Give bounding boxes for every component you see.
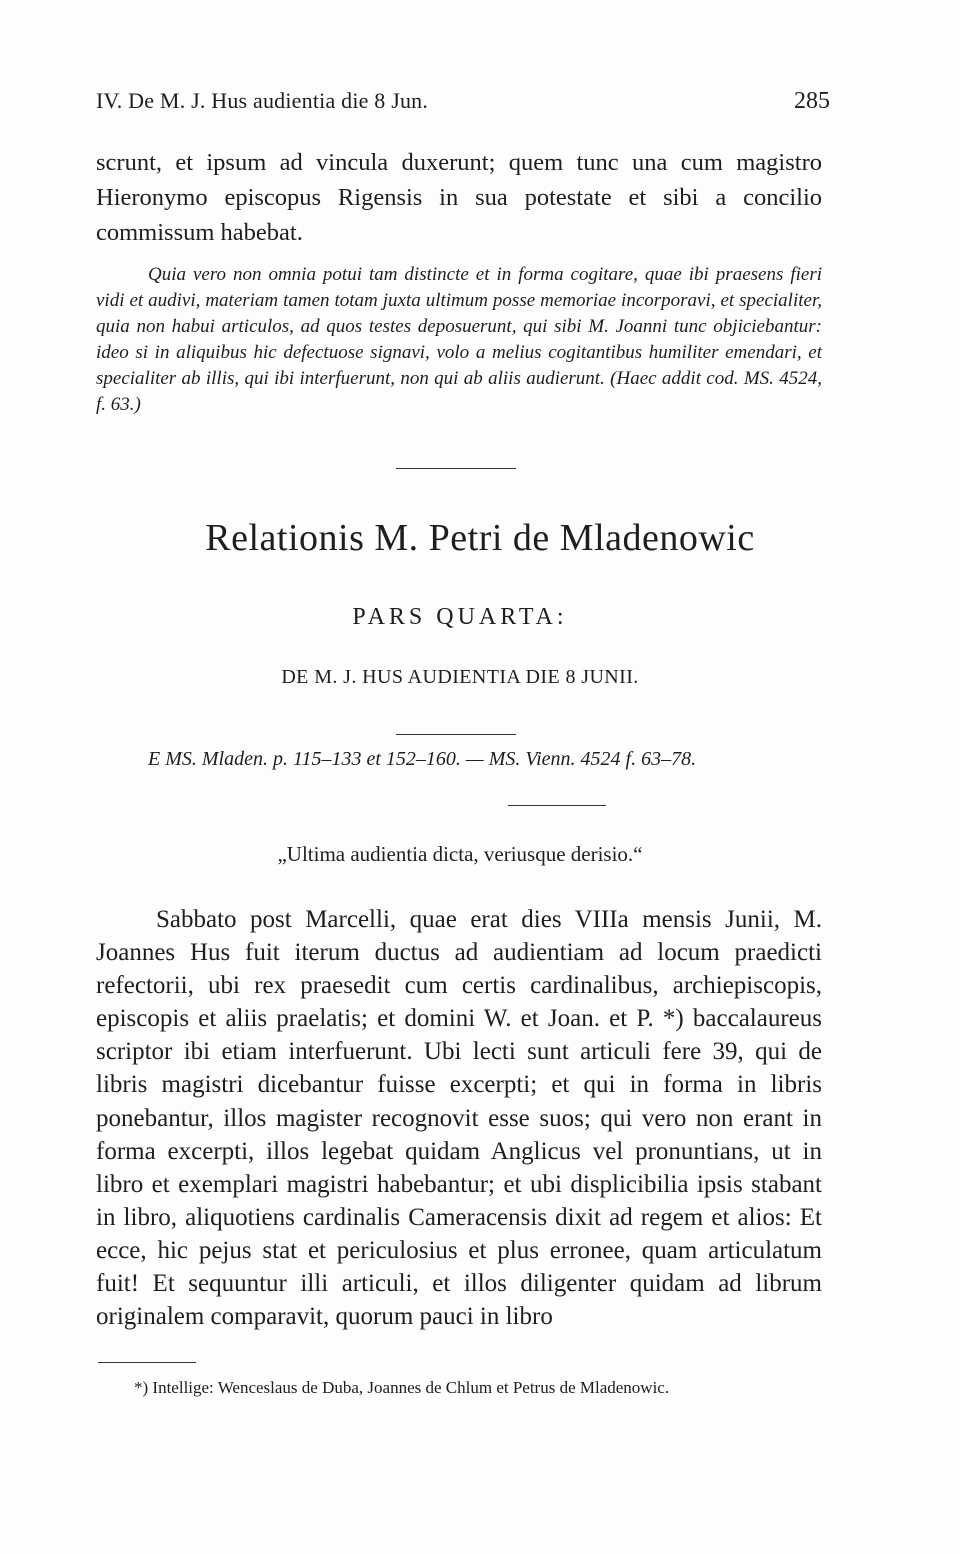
running-title: IV. De M. J. Hus audientia die 8 Jun. <box>96 88 429 113</box>
source-reference: E MS. Mladen. p. 115–133 et 152–160. — MS. Vienn. 4524 f. 63–78. <box>148 748 697 770</box>
page-number: 285 <box>794 88 830 114</box>
main-paragraph: Sabbato post Marcelli, quae erat dies VIIIa mensis Junii, M. Joannes Hus fuit iterum ductus ad audientiam ad locum praedicti refectorii, ubi rex praesedit cum certis cardinalibus, archiepiscopis, episcopis et aliis praelatis; et domini W. et Joan. et P. *) baccalaureus scriptor ibi etiam interfuerunt. Ubi lecti sunt articuli fere 39, qui de libris magistri dicebantur fuisse excerpti; et qui in forma in libris ponebantur, illos magister recognovit esse suos; qui vero non erant in forma excerpti, illos legebat quidam Anglicus vel pronuntians, ut in libro et exemplari magistri habebantur; et ubi displicibilia ipsis stabant in libro, aliquotiens cardinalis Cameracensis dixit ad regem et alios: Et ecce, hic pejus stat et periculosius et plus erronee, quam articulatum fuit! Et sequuntur illi articuli, et illos diligenter quidam ad librum originalem comparavit, quorum pauci in libro <box>96 906 822 1331</box>
part-heading: PARS QUARTA: <box>352 604 568 630</box>
part-subtitle: DE M. J. HUS AUDIENTIA DIE 8 JUNII. <box>281 666 639 688</box>
page-header <box>96 88 830 124</box>
motto-quote: „Ultima audientia dicta, veriusque derisio.“ <box>277 842 643 866</box>
separator-rule <box>508 805 606 806</box>
intro-paragraph: scrunt, et ipsum ad vincula duxerunt; quem tunc una cum magistro Hieronymo episcopus Rigensis in sua potestate et sibi a concilio commissum habebat. <box>96 149 822 246</box>
footnote: *) Intellige: Wenceslaus de Duba, Joannes de Chlum et Petrus de Mladenowic. <box>134 1378 670 1397</box>
separator-rule <box>396 734 516 735</box>
italic-note-paragraph: Quia vero non omnia potui tam distincte et in forma cogitare, quae ibi praesens fieri vidi et audivi, materiam tamen totam juxta ultimum posse memoriae incorporavi, et specialiter, quia non habui articulos, ad quos testes deposuerunt, qui sibi M. Joanni tunc objiciebantur: ideo si in aliquibus hic defectuose signavi, volo a melius cogitantibus humiliter emendari, et specialiter ab illis, qui ibi interfuerunt, non qui ab aliis audierunt. (Haec addit cod. MS. 4524, f. 63.) <box>96 264 822 415</box>
section-title: Relationis M. Petri de Mladenowic <box>205 517 755 559</box>
separator-rule <box>396 468 516 469</box>
footnote-rule <box>98 1362 196 1363</box>
